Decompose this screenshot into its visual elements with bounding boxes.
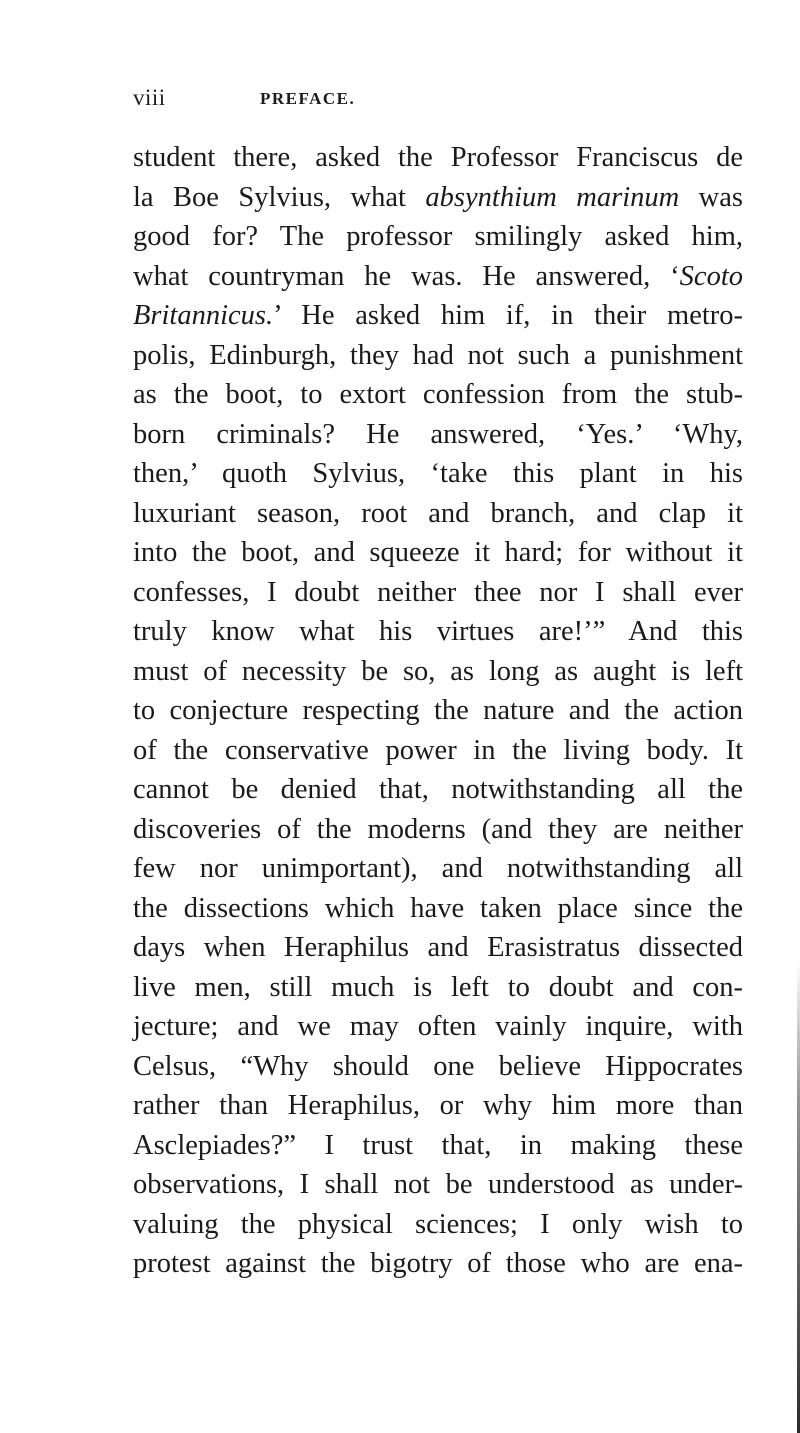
text-line: Asclepiades?” I trust that, in making these <box>133 1129 743 1161</box>
italic-phrase: Britannicus. <box>133 300 274 331</box>
text-line: to conjecture respecting the nature and the action <box>133 695 743 726</box>
text-line: must of necessity be so, as long as aught is left <box>133 655 743 687</box>
text-line: discoveries of the moderns (and they are neither <box>133 813 743 845</box>
italic-phrase: absynthium marinum <box>425 181 680 213</box>
text-line: into the boot, and squeeze it hard; for without it <box>133 537 743 568</box>
text-line: live men, still much is left to doubt and con- <box>133 971 743 1003</box>
page-number: viii <box>133 85 166 110</box>
text-line: valuing the physical sciences; I only wish to <box>133 1208 743 1240</box>
text-line: jecture; and we may often vainly inquire, with <box>133 1011 743 1042</box>
text-line: the dissections which have taken place since the <box>133 892 743 924</box>
text-line: of the conservative power in the living body. It <box>133 734 743 766</box>
text-line: then,’ quoth Sylvius, ‘take this plant in his <box>133 458 743 489</box>
text-line: born criminals? He answered, ‘Yes.’ ‘Why, <box>133 418 743 450</box>
italic-phrase: Scoto <box>679 260 743 292</box>
text-line: few nor unimportant), and notwithstanding all <box>133 853 743 884</box>
text-line: Celsus, “Why should one believe Hippocrates <box>133 1050 743 1082</box>
text-line: luxuriant season, root and branch, and clap it <box>133 497 743 529</box>
text-line: truly know what his virtues are!’” And this <box>133 616 743 647</box>
text-line: cannot be denied that, notwithstanding all the <box>133 774 743 805</box>
page-header <box>133 85 753 115</box>
text-line: good for? The professor smilingly asked him, <box>133 221 743 252</box>
text-line: la Boe Sylvius, what absynthium marinum was <box>133 181 744 213</box>
text-line: protest against the bigotry of those who are ena- <box>133 1248 743 1279</box>
text-line: days when Heraphilus and Erasistratus dissected <box>133 932 743 963</box>
text-line: as the boot, to extort confession from the stub- <box>133 379 743 410</box>
text-line: what countryman he was. He answered, ‘Scoto <box>133 260 743 292</box>
text-line: rather than Heraphilus, or why him more than <box>133 1090 743 1121</box>
body-text <box>133 138 773 1284</box>
text-line: polis, Edinburgh, they had not such a punishment <box>133 339 743 371</box>
text-line: student there, asked the Professor Franciscus de <box>133 142 743 173</box>
running-title: PREFACE. <box>260 89 356 108</box>
text-line: Britannicus.’ He asked him if, in their metro- <box>133 300 743 331</box>
text-line: confesses, I doubt neither thee nor I shall ever <box>133 576 743 608</box>
text-line: observations, I shall not be understood as under- <box>133 1169 743 1200</box>
